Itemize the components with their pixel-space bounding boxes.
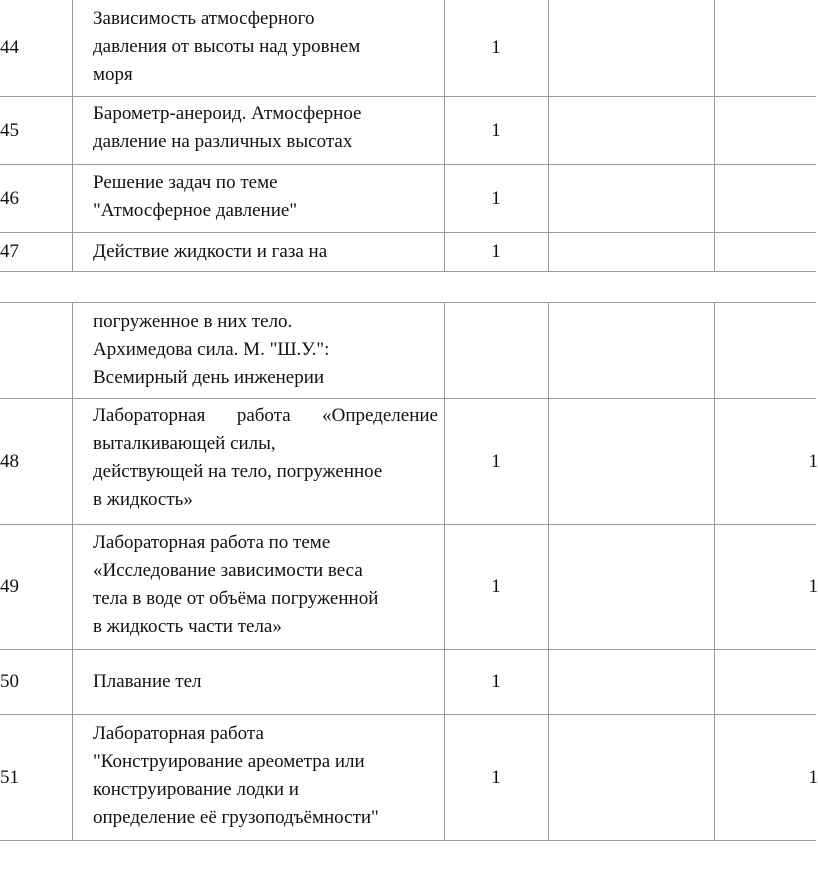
row-number: 46 [0, 187, 19, 209]
table-row-47 [0, 233, 816, 272]
table-row-46 [0, 165, 816, 233]
table-row-45 [0, 97, 816, 165]
hours-count: 1 [491, 187, 501, 209]
practical-count: 1 [808, 766, 818, 788]
empty-cell [548, 650, 715, 714]
lesson-topic: Зависимость атмосферного давления от высоты над уровнем моря [93, 8, 361, 85]
empty-cell [548, 97, 715, 164]
row-number: 49 [0, 576, 19, 597]
empty-cell [548, 525, 715, 649]
empty-cell [548, 715, 715, 840]
row-number: 45 [0, 119, 19, 141]
table-row-49 [0, 525, 816, 650]
table-row-50 [0, 650, 816, 715]
lesson-topic: погруженное в них тело. Архимедова сила. М. "Ш.У.": Всемирный день инженерии [93, 311, 330, 388]
table-row-continuation [0, 303, 816, 399]
lesson-topic: Лабораторная работа "Конструирование ареометра или конструирование лодки и определение её грузоподъёмности" [93, 723, 379, 828]
lesson-topic: Действие жидкости и газа на [93, 241, 328, 262]
practical-count: 1 [808, 576, 818, 597]
row-number: 50 [0, 671, 19, 692]
empty-cell [548, 165, 715, 232]
row-number: 48 [0, 450, 19, 472]
hours-count: 1 [491, 576, 501, 597]
hours-count: 1 [491, 37, 501, 58]
hours-count: 1 [491, 671, 501, 692]
row-number: 44 [0, 37, 19, 58]
table-page-bottom [0, 302, 818, 828]
table-row-51 [0, 715, 816, 841]
hours-count: 1 [491, 450, 501, 472]
hours-count: 1 [491, 241, 501, 262]
row-number: 51 [0, 766, 19, 788]
empty-cell [548, 399, 715, 524]
empty-cell [548, 0, 715, 96]
table-row-48 [0, 399, 816, 525]
lesson-topic: Лабораторная работа по теме «Исследование зависимости веса тела в воде от объёма погруженной в жидкость части тела» [93, 532, 379, 637]
table-row-44 [0, 0, 816, 97]
lesson-topic: Решение задач по теме "Атмосферное давление" [93, 172, 298, 221]
practical-count: 1 [808, 450, 818, 472]
lesson-topic: Барометр-анероид. Атмосферное давление на различных высотах [93, 103, 362, 152]
lesson-topic: Плавание тел [93, 671, 202, 692]
row-number: 47 [0, 241, 19, 262]
hours-count: 1 [491, 766, 501, 788]
hours-count: 1 [491, 119, 501, 141]
empty-cell [548, 303, 715, 398]
lesson-topic: Лабораторная работа «Определение выталкивающей силы, действующей на тело, погруженное в жидкость» [93, 405, 438, 510]
empty-cell [548, 233, 715, 271]
